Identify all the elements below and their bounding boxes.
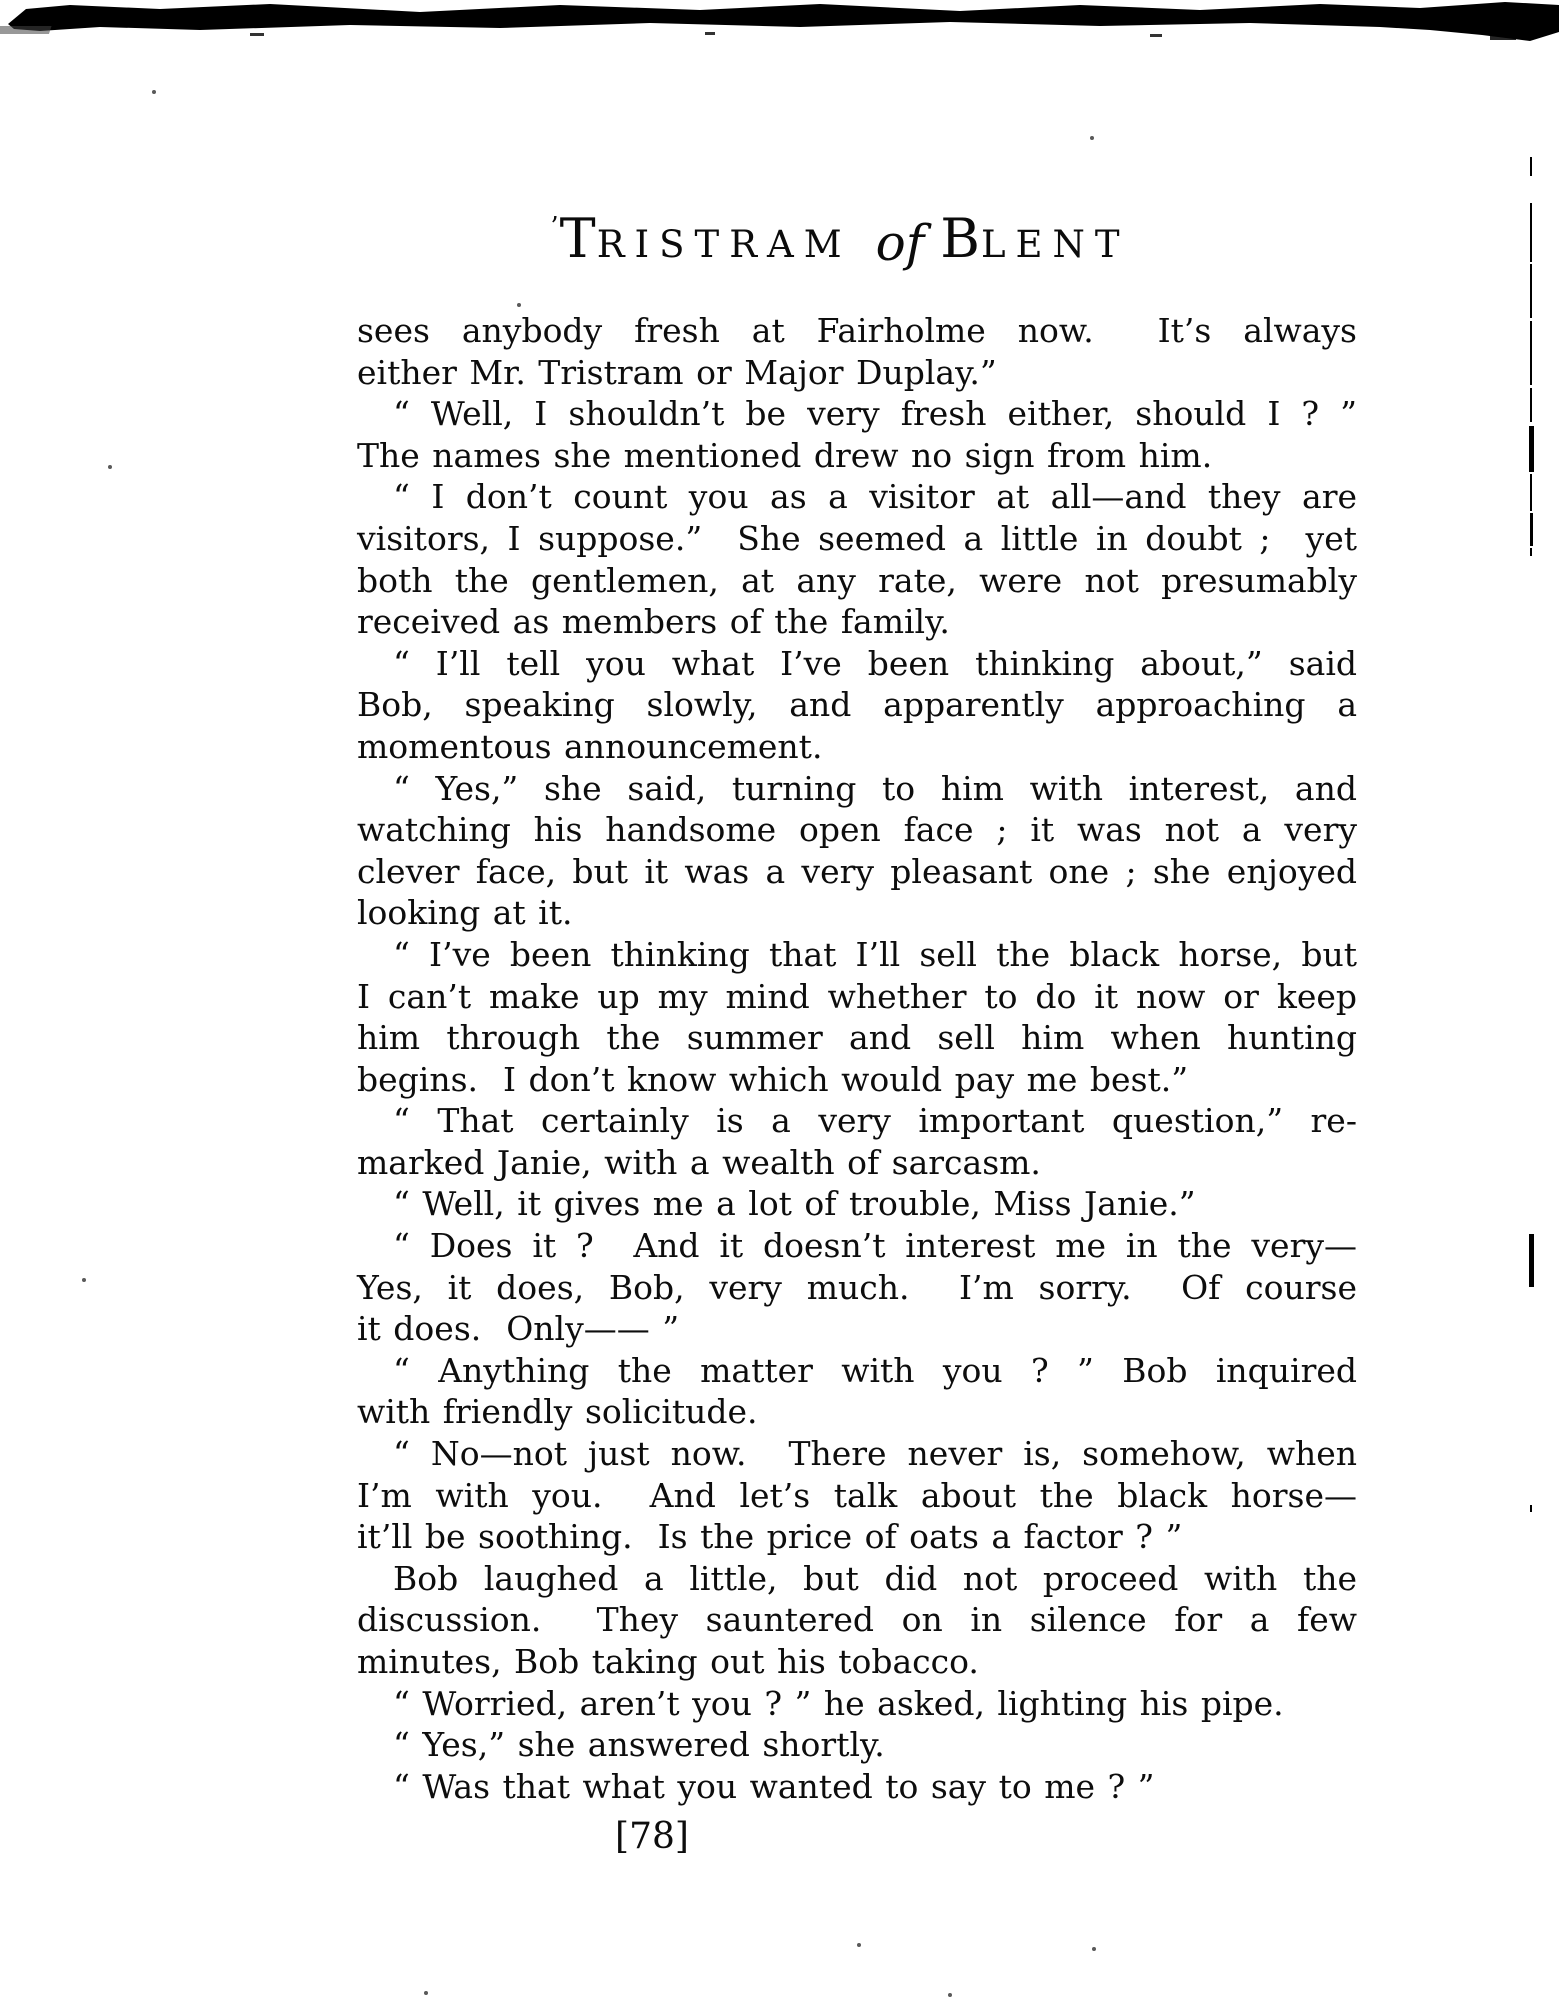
scan-artifact-top-bar [0,0,1559,48]
text-line-24: Yes, it does, Bob, very much. I’m sorry. Of course [357,1267,1357,1307]
text-line-3: “ Well, I shouldn’t be very fresh either, should I ? ” [393,394,1357,434]
margin-line-segment [1529,426,1534,472]
text-line-35: “ Yes,” she answered shortly. [393,1725,885,1765]
header-word-blent: LENT [980,223,1130,266]
text-line-32: discussion. They sauntered on in silence for a few [357,1600,1357,1640]
text-line-20: “ That certainly is a very important question,” re- [393,1101,1357,1141]
margin-line-segment [1530,388,1532,422]
text-line-4: The names she mentioned drew no sign from him. [357,435,1213,475]
text-line-7: both the gentlemen, at any rate, were not presumably [357,560,1357,600]
header-word-tristram: RISTRAM [596,223,852,266]
text-line-14: clever face, but it was a very pleasant one ; she enjoyed [357,851,1357,891]
text-line-29: I’m with you. And let’s talk about the black horse— [357,1475,1357,1515]
text-line-30: it’ll be soothing. Is the price of oats a factor ? ” [357,1517,1183,1557]
scan-speck [108,465,112,469]
margin-line-segment [1529,1234,1534,1287]
header-connector-of: of [875,214,925,272]
text-line-17: I can’t make up my mind whether to do it now or keep [357,976,1357,1016]
text-line-19: begins. I don’t know which would pay me best.” [357,1059,1189,1099]
header-initial-b: B [940,207,980,270]
text-line-18: him through the summer and sell him when hunting [357,1018,1357,1058]
scan-speck [857,1943,861,1947]
text-line-22: “ Well, it gives me a lot of trouble, Miss Janie.” [393,1184,1196,1224]
text-line-11: momentous announcement. [357,726,823,766]
margin-line-segment [1530,1505,1532,1512]
text-line-1: sees anybody fresh at Fairholme now. It’s always [357,311,1357,350]
body-text [357,310,1357,1807]
text-line-15: looking at it. [357,893,573,933]
text-line-13: watching his handsome open face ; it was not a very [357,810,1357,850]
header-initial-t: T [559,207,596,270]
text-line-6: visitors, I suppose.” She seemed a little in doubt ; yet [357,518,1357,558]
text-line-12: “ Yes,” she said, turning to him with interest, and [393,768,1357,808]
text-line-27: with friendly solicitude. [357,1392,758,1432]
text-line-2: either Mr. Tristram or Major Duplay.” [357,352,997,392]
scan-speck [1090,136,1094,140]
margin-line-segment [1530,157,1532,176]
text-line-28: “ No—not just now. There never is, somehow, when [393,1434,1357,1474]
scan-speck [424,1991,428,1995]
margin-line-segment [1530,474,1532,511]
text-line-25: it does. Only—— ” [357,1309,680,1349]
text-line-36: “ Was that what you wanted to say to me ? ” [393,1766,1155,1806]
scan-speck [948,1993,952,1997]
text-line-33: minutes, Bob taking out his tobacco. [357,1642,979,1681]
text-line-31: Bob laughed a little, but did not proceed with the [393,1558,1357,1598]
text-line-5: “ I don’t count you as a visitor at all—and they are [393,477,1357,517]
page-number: [78] [615,1816,689,1857]
page-header [340,207,1340,272]
margin-line-segment [1530,513,1533,546]
text-line-16: “ I’ve been thinking that I’ll sell the black horse, but [393,934,1357,974]
text-line-23: “ Does it ? And it doesn’t interest me in the very— [393,1226,1357,1266]
scan-speck [517,303,521,307]
scan-speck [152,90,156,94]
text-line-26: “ Anything the matter with you ? ” Bob inquired [393,1350,1357,1390]
scan-speck [82,1278,86,1282]
scan-mark-apostrophe: ’ [550,212,559,242]
margin-line-segment [1530,203,1532,262]
scan-speck [1092,1947,1096,1951]
text-line-34: “ Worried, aren’t you ? ” he asked, lighting his pipe. [393,1683,1284,1723]
margin-line-segment [1530,321,1532,385]
text-line-21: marked Janie, with a wealth of sarcasm. [357,1142,1041,1182]
margin-line-segment [1530,548,1532,556]
text-line-10: Bob, speaking slowly, and apparently approaching a [357,685,1357,725]
text-line-8: received as members of the family. [357,602,950,642]
margin-line-segment [1530,264,1532,318]
text-line-9: “ I’ll tell you what I’ve been thinking about,” said [393,643,1357,683]
